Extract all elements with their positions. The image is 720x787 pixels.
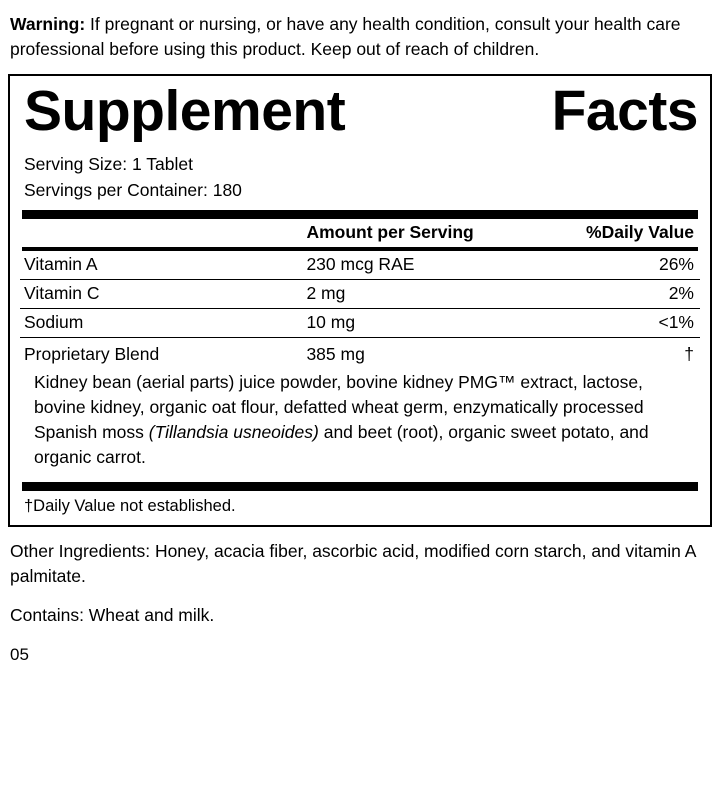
facts-table-header (20, 219, 700, 247)
blend-description-latin: (Tillandsia usneoides) (148, 421, 319, 442)
revision-code: 05 (10, 644, 29, 664)
panel-title-facts: Facts (551, 79, 698, 143)
blend-description-part1: Kidney bean (aerial parts) juice powder, bovine kidney PMG™ extract, lactose, bovine kidney, organic oat flour, defatted wheat germ, enzymatically processed Spanish moss (34, 371, 644, 442)
blend-daily-value: † (684, 343, 694, 364)
blend-description-part2: and beet (root), organic sweet potato, and organic carrot. (34, 421, 649, 467)
header-nutrient (20, 219, 302, 247)
other-ingredients: Other Ingredients: Honey, acacia fiber, ascorbic acid, modified corn starch, and vitamin A palmitate. (10, 540, 696, 586)
facts-table (20, 219, 700, 247)
blend-amount: 385 mg (306, 343, 365, 364)
header-amount-per-serving: Amount per Serving (306, 221, 474, 242)
contains-statement: Contains: Wheat and milk. (10, 604, 215, 625)
row-amount: 230 mcg RAE (302, 251, 525, 280)
row-daily-value: <1% (526, 308, 700, 337)
blend-name: Proprietary Blend (24, 343, 160, 364)
panel-title-supplement: Supplement (24, 79, 346, 143)
daily-value-footnote: †Daily Value not established. (24, 496, 236, 515)
warning-paragraph (8, 0, 712, 62)
serving-size: Serving Size: 1 Tablet (24, 153, 193, 174)
row-amount: 10 mg (302, 308, 525, 337)
row-daily-value: 2% (526, 279, 700, 308)
row-nutrient-name: Vitamin A (20, 251, 302, 280)
warning-text: If pregnant or nursing, or have any health condition, consult your health care professional before using this product. Keep out of reach of children. (10, 14, 681, 59)
row-daily-value: 26% (526, 251, 700, 280)
divider-thick-bottom (22, 482, 698, 491)
divider-thick-top (22, 210, 698, 219)
table-row (20, 251, 700, 280)
row-amount: 2 mg (302, 279, 525, 308)
table-row-blend (20, 337, 700, 369)
blend-description (20, 369, 700, 474)
table-row (20, 308, 700, 337)
row-nutrient-name: Vitamin C (20, 279, 302, 308)
panel-title (20, 80, 700, 144)
header-daily-value: %Daily Value (586, 221, 694, 242)
row-nutrient-name: Sodium (20, 308, 302, 337)
table-row (20, 279, 700, 308)
supplement-facts-panel (8, 74, 712, 527)
servings-per-container: Servings per Container: 180 (24, 179, 242, 200)
facts-rows (20, 251, 700, 369)
warning-label: Warning: (10, 14, 86, 34)
